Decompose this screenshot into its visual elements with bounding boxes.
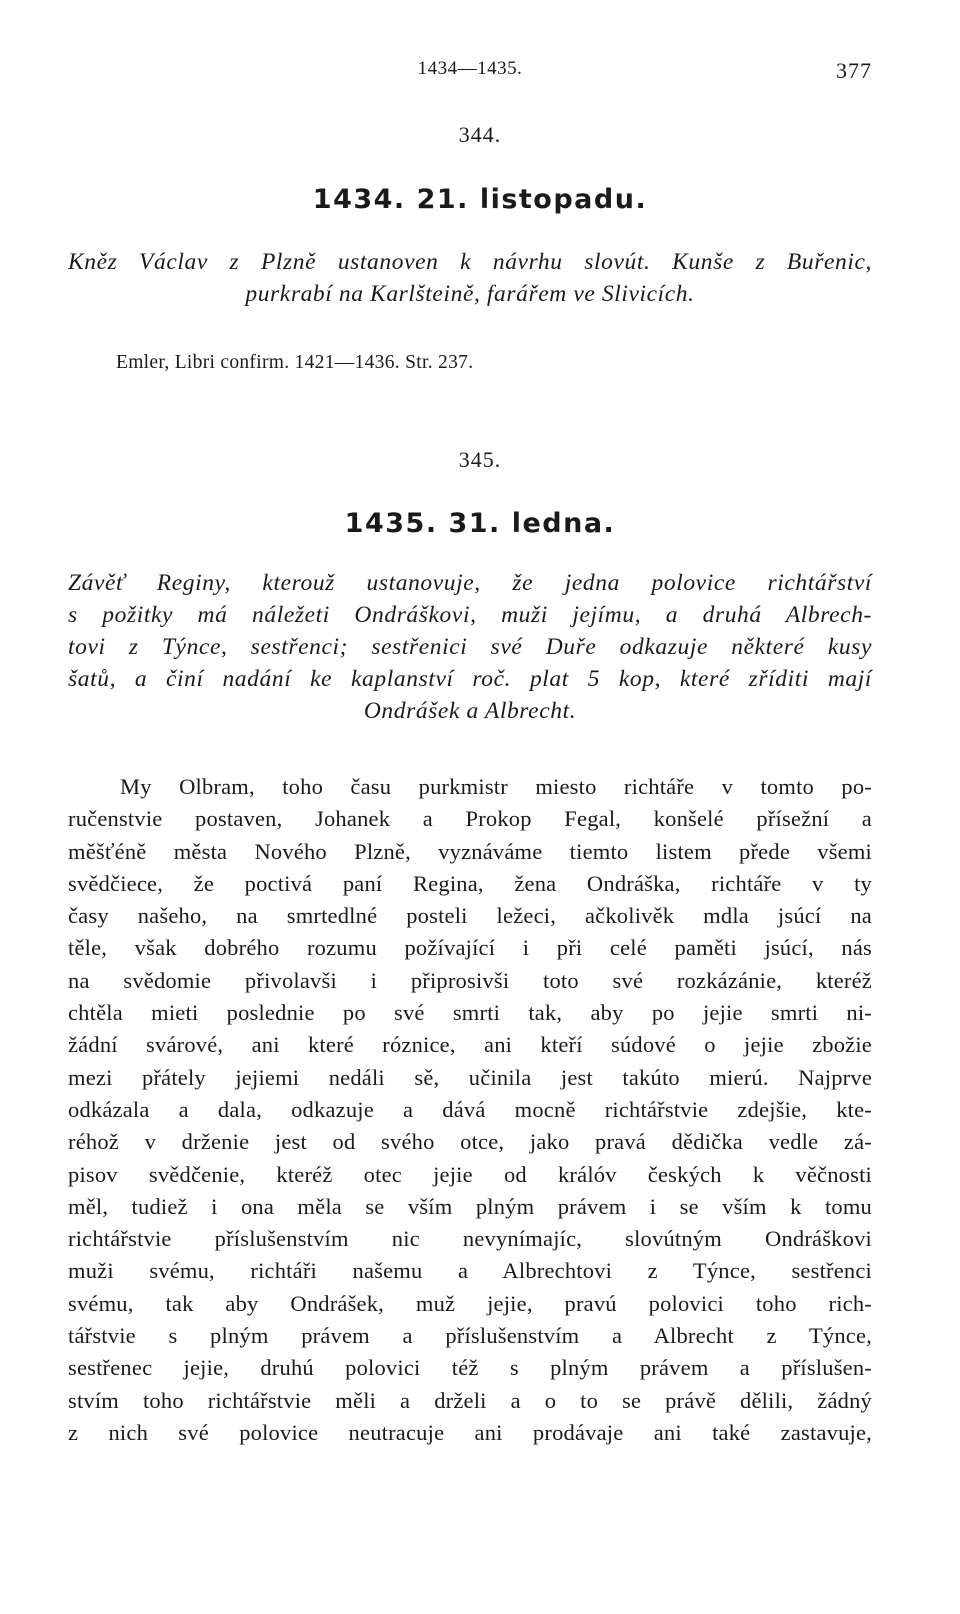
body-line: chtěla mieti poslednie po své smrti tak, aby po jejie smrti ni- (68, 1000, 872, 1026)
entry-body-text (68, 771, 872, 1449)
body-line: svědčiece, že poctivá paní Regina, žena Ondráška, richtáře v ty (68, 870, 872, 896)
entry-number: 344. (458, 122, 502, 147)
running-head-years: 1434—1435. (417, 58, 523, 79)
page-number: 377 (836, 58, 872, 83)
body-line: na svědomie přivolavši i připrosivši toto své rozkázánie, kteréž (68, 967, 872, 993)
regest-line: Kněz Václav z Plzně ustanoven k návrhu slovút. Kunše z Buřenic, (68, 249, 872, 275)
regest-line: s požitky má náležeti Ondráškovi, muži jejímu, a druhá Albrech- (68, 602, 872, 628)
body-line: časy našeho, na smrtedlné posteli ležeci, ačkolivěk mdla jsúcí na (68, 903, 872, 929)
entry-regest (68, 246, 872, 310)
entry-date: 1435. 31. ledna. (344, 508, 616, 539)
body-line: těle, však dobrého rozumu požívající i při celé paměti jsúcí, nás (68, 935, 872, 961)
body-line: My Olbram, toho času purkmistr miesto richtáře v tomto po- (120, 774, 872, 799)
body-line: mezi přátely jejiemi nedáli sě, učinila jest takúto mierú. Najprve (68, 1064, 872, 1090)
body-line: svému, tak aby Ondrášek, muž jejie, pravú polovici toho rich- (68, 1290, 872, 1316)
body-line: z nich své polovice neutracuje ani prodávaje ani také zastavuje, (68, 1419, 872, 1445)
regest-line: Ondrášek a Albrecht. (363, 698, 577, 724)
body-line: muži svému, richtáři našemu a Albrechtovi z Týnce, sestřenci (68, 1258, 872, 1284)
regest-line: purkrabí na Karlšteině, farářem ve Slivicích. (245, 281, 695, 307)
body-line: měšťéně města Nového Plzně, vyznáváme tiemto listem přede všemi (68, 838, 872, 864)
body-line: ručenstvie postaven, Johanek a Prokop Fegal, konšelé přísežní a (68, 806, 872, 832)
body-line: tářstvie s plným právem a příslušenstvím a Albrecht z Týnce, (68, 1323, 872, 1349)
body-line: réhož v drženie jest od svého otce, jako pravá dědička vedle zá- (68, 1129, 872, 1155)
body-line: sestřenec jejie, druhú polovici též s plným právem a příslušen- (68, 1355, 872, 1381)
body-line: richtářstvie příslušenstvím nic nevynímajíc, slovútným Ondráškovi (68, 1226, 872, 1252)
regest-line: Závěť Reginy, kterouž ustanovuje, že jedna polovice richtářství (68, 570, 872, 596)
body-line: odkázala a dala, odkazuje a dává mocně richtářstvie zdejšie, kte- (68, 1096, 872, 1122)
entry-source: Emler, Libri confirm. 1421—1436. Str. 237. (116, 352, 474, 373)
body-line: žádní svárové, ani které róznice, ani kteří súdové o jejie zbožie (68, 1032, 872, 1058)
body-line: pisov svědčenie, kteréž otec jejie od králóv českých k věčnosti (68, 1161, 872, 1187)
body-line: měl, tudiež i ona měla se vším plným právem i se vším k tomu (68, 1193, 872, 1219)
regest-line: šatů, a činí nadání ke kaplanství roč. plat 5 kop, které zříditi mají (68, 666, 872, 692)
entry-regest (68, 567, 872, 727)
entry-date: 1434. 21. listopadu. (312, 184, 648, 215)
entry-number: 345. (458, 447, 502, 472)
body-line: stvím toho richtářstvie měli a drželi a o to se právě dělili, žádný (68, 1387, 872, 1413)
regest-line: tovi z Týnce, sestřenci; sestřenici své Duře odkazuje některé kusy (68, 634, 872, 660)
running-head (68, 58, 872, 88)
